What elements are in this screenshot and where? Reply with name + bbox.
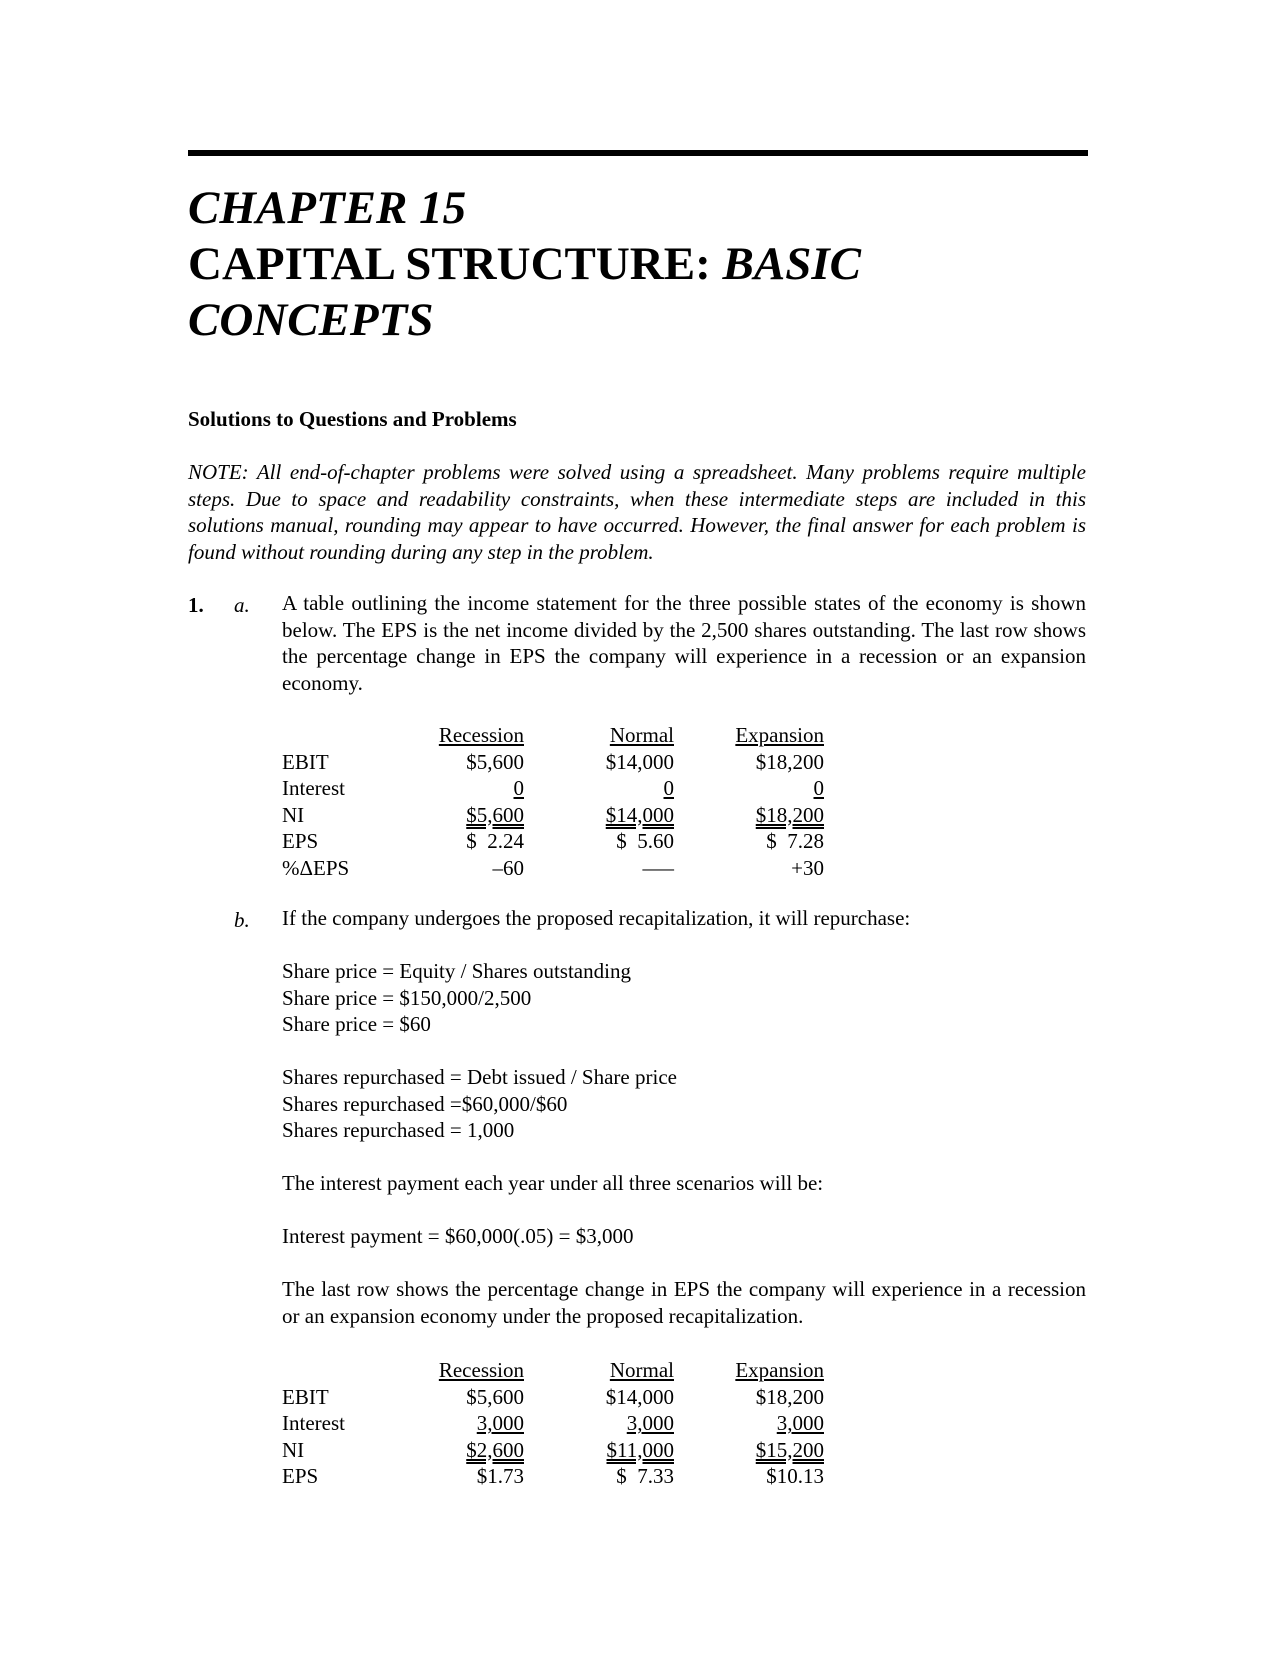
cell: $ 7.33 xyxy=(616,1464,674,1488)
chapter-number xyxy=(188,180,466,237)
part-a-text: A table outlining the income statement for the three possible states of the economy is shown below. The EPS is the net income divided by the 2,500 shares outstanding. The last row shows the percentage change in EPS the company will experience in a recession or an expansion economy. xyxy=(282,591,1086,695)
table-row xyxy=(282,1437,842,1464)
cell: $ 5.60 xyxy=(616,829,674,853)
header-expansion: Expansion xyxy=(735,1358,824,1382)
interest-calc: Interest payment = $60,000(.05) = $3,000 xyxy=(282,1224,634,1248)
row-label: EBIT xyxy=(282,1384,329,1409)
cell: ––– xyxy=(642,855,674,880)
chapter-title-concepts: CONCEPTS xyxy=(188,294,434,346)
problem-number: 1. xyxy=(188,593,204,617)
share-price-line-1: Share price = Equity / Shares outstanding xyxy=(282,959,631,983)
chapter-title-italic: BASIC xyxy=(722,238,861,290)
cell: $5,600 xyxy=(466,749,524,774)
cell: $10.13 xyxy=(766,1464,824,1488)
part-b-intro: If the company undergoes the proposed recapitalization, it will repurchase: xyxy=(282,906,911,930)
table-header-row xyxy=(282,722,842,749)
cell: $ 7.28 xyxy=(766,829,824,853)
cell: 3,000 xyxy=(626,1411,674,1435)
cell: 3,000 xyxy=(776,1411,824,1435)
table-row xyxy=(282,1410,842,1437)
shares-repurchased-line-2: Shares repurchased =$60,000/$60 xyxy=(282,1091,568,1116)
cell: $2,600 xyxy=(466,1437,524,1462)
row-label: NI xyxy=(282,802,305,827)
table-row xyxy=(282,749,842,776)
cell: 3,000 xyxy=(476,1411,524,1435)
chapter-title-line2 xyxy=(188,292,434,349)
cell: $14,000 xyxy=(605,749,674,774)
cell: $5,600 xyxy=(466,802,524,827)
header-normal: Normal xyxy=(609,1358,674,1382)
income-table-a xyxy=(282,722,842,881)
row-label: %ΔEPS xyxy=(282,855,350,880)
table-row xyxy=(282,775,842,802)
cell: $14,000 xyxy=(605,1384,674,1409)
table-row xyxy=(282,855,842,882)
header-recession: Recession xyxy=(438,723,524,747)
interest-intro: The interest payment each year under all three scenarios will be: xyxy=(282,1171,824,1195)
cell: $5,600 xyxy=(466,1384,524,1409)
row-label: EBIT xyxy=(282,749,329,774)
table-header-row xyxy=(282,1357,842,1384)
income-table-b xyxy=(282,1357,842,1490)
share-price-line-2: Share price = $150,000/2,500 xyxy=(282,985,532,1010)
row-label: EPS xyxy=(282,829,319,853)
cell: $14,000 xyxy=(605,802,674,827)
row-label: Interest xyxy=(282,776,345,800)
shares-repurchased-line-3: Shares repurchased = 1,000 xyxy=(282,1118,515,1142)
cell: $11,000 xyxy=(606,1437,674,1462)
cell: 0 xyxy=(813,776,824,800)
cell: $18,200 xyxy=(755,1384,824,1409)
cell: 0 xyxy=(513,776,524,800)
header-expansion: Expansion xyxy=(735,723,824,747)
row-label: Interest xyxy=(282,1411,345,1435)
chapter-title-line1 xyxy=(188,236,861,293)
row-label: NI xyxy=(282,1437,305,1462)
chapter-number-text: CHAPTER 15 xyxy=(188,182,467,234)
shares-repurchased-line-1: Shares repurchased = Debt issued / Share price xyxy=(282,1065,677,1089)
chapter-title-normal: CAPITAL STRUCTURE: xyxy=(188,238,723,290)
part-a-label: a. xyxy=(234,593,250,617)
part-b-label: b. xyxy=(234,908,250,932)
table-row xyxy=(282,802,842,829)
cell: $18,200 xyxy=(755,802,824,827)
section-subheading: Solutions to Questions and Problems xyxy=(188,407,517,431)
table-row xyxy=(282,1463,842,1490)
cell: $18,200 xyxy=(755,749,824,774)
table-row xyxy=(282,1384,842,1411)
top-rule xyxy=(188,150,1088,156)
cell: +30 xyxy=(791,855,824,880)
table-row xyxy=(282,828,842,855)
cell: $1.73 xyxy=(476,1464,524,1488)
cell: $15,200 xyxy=(755,1437,824,1462)
note-paragraph: NOTE: All end-of-chapter problems were solved using a spreadsheet. Many problems require multiple steps. Due to space and readability constraints, when these intermediate steps are included in this solutions manual, rounding may appear to have occurred. However, the final answer for each problem is found without rounding during any step in the problem. xyxy=(188,460,1086,564)
cell: –60 xyxy=(492,855,524,880)
last-row-text: The last row shows the percentage change in EPS the company will experience in a recession or an expansion economy under the proposed recapitalization. xyxy=(282,1277,1086,1328)
header-normal: Normal xyxy=(609,723,674,747)
cell: $ 2.24 xyxy=(466,829,524,853)
row-label: EPS xyxy=(282,1464,319,1488)
share-price-line-3: Share price = $60 xyxy=(282,1012,431,1036)
header-recession: Recession xyxy=(438,1358,524,1382)
cell: 0 xyxy=(663,776,674,800)
